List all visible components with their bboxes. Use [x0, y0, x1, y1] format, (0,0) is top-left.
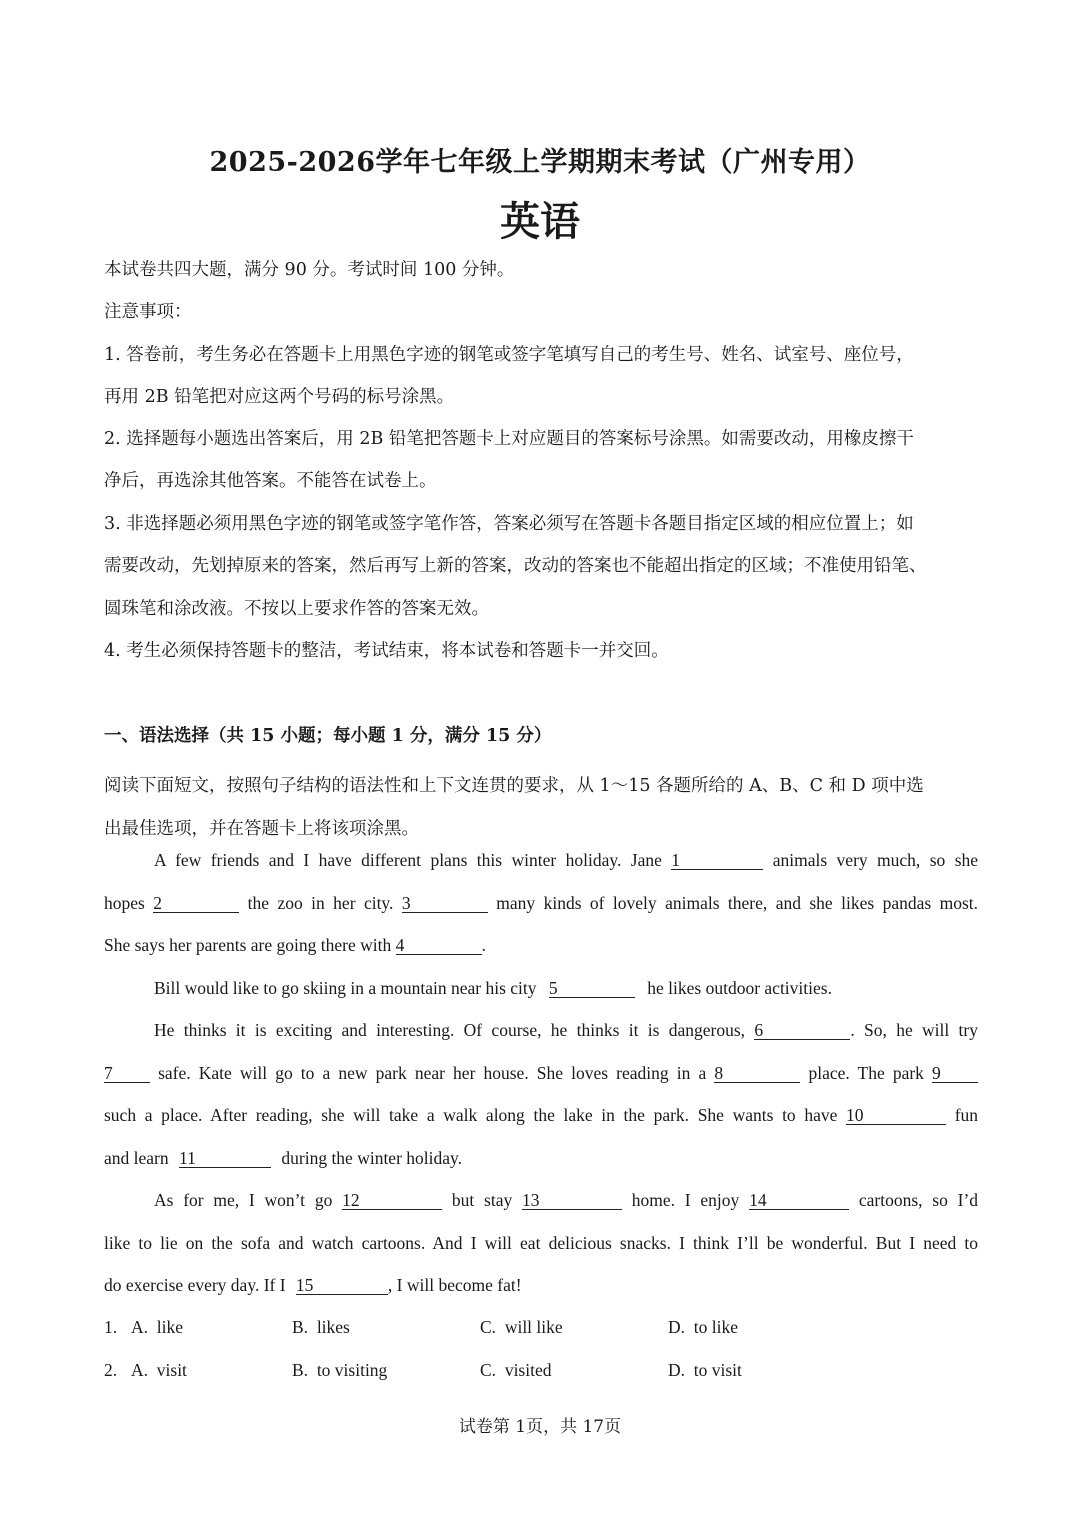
notes-label: 注意事项：: [104, 302, 192, 322]
blank-10: 10: [846, 1106, 946, 1125]
blank-wrap: [754, 1020, 978, 1040]
passage-text: She says her parents are going there with: [104, 935, 392, 955]
passage-text: such a place. After reading, she will take a walk along the lake in the park. She wants to have: [104, 1105, 838, 1125]
passage-line: [154, 1020, 978, 1041]
passage-text: cartoons, so I’d: [858, 1190, 979, 1210]
blank-8: 8: [714, 1064, 800, 1083]
note-line: 圆珠笔和涂改液。不按以上要求作答的答案无效。: [104, 599, 489, 619]
option-letter: D.: [668, 1317, 686, 1337]
passage-text: many kinds of lovely animals there, and she likes pandas most.: [496, 893, 979, 913]
option-a[interactable]: [131, 1317, 183, 1338]
passage-text: but stay: [451, 1190, 513, 1210]
option-text: like: [156, 1317, 184, 1337]
option-c[interactable]: [480, 1317, 563, 1338]
page-footer: 试卷第 1页，共 17页: [458, 1417, 622, 1437]
passage-text: fun: [954, 1105, 979, 1125]
passage-line: [104, 893, 978, 914]
passage-text: and learn: [104, 1148, 169, 1168]
option-letter: B.: [292, 1317, 309, 1337]
option-a[interactable]: [131, 1360, 187, 1381]
option-c[interactable]: [480, 1360, 551, 1381]
option-b[interactable]: [292, 1360, 387, 1381]
passage-line: [104, 1233, 978, 1254]
blank-6: 6: [754, 1021, 850, 1040]
passage-line: [104, 1063, 978, 1084]
option-text: to like: [693, 1317, 738, 1337]
section-instruction: 出最佳选项，并在答题卡上将该项涂黑。: [104, 819, 419, 839]
passage-text: hopes: [104, 893, 145, 913]
option-letter: D.: [668, 1360, 686, 1380]
blank-14: 14: [749, 1191, 849, 1210]
exam-title: 2025-2026学年七年级上学期期末考试（广州专用）: [209, 147, 871, 178]
subject-heading: 英语: [500, 199, 580, 245]
option-letter: C.: [480, 1360, 497, 1380]
passage-line: [104, 1148, 978, 1169]
option-d[interactable]: [668, 1317, 738, 1338]
option-text: likes: [316, 1317, 350, 1337]
passage-text: , I will become fat!: [387, 1275, 522, 1295]
passage-text: .: [481, 935, 486, 955]
blank-7: 7: [104, 1064, 150, 1083]
passage-line: [104, 1105, 978, 1126]
passage-text: As for me, I won’t go: [154, 1190, 333, 1210]
blank-5: 5: [549, 979, 635, 998]
option-d[interactable]: [668, 1360, 742, 1381]
passage-text: home. I enjoy: [631, 1190, 740, 1210]
passage-text: animals very much, so she: [772, 850, 979, 870]
passage-line: [104, 935, 978, 956]
option-letter: B.: [292, 1360, 309, 1380]
option-text: to visit: [693, 1360, 742, 1380]
passage-text: Bill would like to go skiing in a mountain near his city: [154, 978, 537, 998]
blank-1: 1: [671, 851, 763, 870]
passage-line: [154, 1190, 978, 1211]
note-line: 1. 答卷前，考生务必在答题卡上用黑色字迹的钢笔或签字笔填写自己的考生号、姓名、试室号、座位号，: [104, 345, 914, 365]
note-line: 2. 选择题每小题选出答案后，用 2B 铅笔把答题卡上对应题目的答案标号涂黑。如需要改动，用橡皮擦干: [104, 429, 914, 449]
passage-text: He thinks it is exciting and interesting. Of course, he thinks it is dangerous,: [154, 1020, 746, 1040]
option-text: visited: [504, 1360, 552, 1380]
blank-3: 3: [402, 894, 488, 913]
passage-text: like to lie on the sofa and watch cartoons. And I will eat delicious snacks. I think I’ll be wonderful. But I need to: [104, 1233, 978, 1253]
note-line: 4. 考生必须保持答题卡的整洁，考试结束，将本试卷和答题卡一并交回。: [104, 641, 669, 661]
passage-text: place. The park: [808, 1063, 924, 1083]
note-line: 净后，再选涂其他答案。不能答在试卷上。: [104, 471, 437, 491]
passage-line: [154, 978, 978, 999]
passage-line: [104, 1275, 978, 1296]
blank-13: 13: [522, 1191, 622, 1210]
blank-12: 12: [342, 1191, 442, 1210]
passage-line: [154, 850, 978, 871]
passage-text: during the winter holiday.: [281, 1148, 463, 1168]
option-letter: C.: [480, 1317, 497, 1337]
blank-9: 9: [932, 1064, 978, 1083]
blank-11: 11: [179, 1149, 271, 1168]
option-text: visit: [156, 1360, 187, 1380]
note-line: 3. 非选择题必须用黑色字迹的钢笔或签字笔作答，答案必须写在答题卡各题目指定区域的相应位置上；如: [104, 514, 914, 534]
blank-4: 4: [396, 936, 482, 955]
blank-15: 15: [296, 1276, 388, 1295]
passage-text: the zoo in her city.: [247, 893, 394, 913]
intro-text: 本试卷共四大题，满分 90 分。考试时间 100 分钟。: [104, 260, 515, 280]
note-line: 需要改动，先划掉原来的答案，然后再写上新的答案，改动的答案也不能超出指定的区域；不准使用铅笔、: [104, 556, 927, 576]
passage-text: A few friends and I have different plans this winter holiday. Jane: [154, 850, 662, 870]
passage-text: . So, he will try: [850, 1020, 979, 1040]
option-b[interactable]: [292, 1317, 350, 1338]
section-title: 一、语法选择（共 15 小题；每小题 1 分，满分 15 分）: [104, 726, 552, 746]
option-text: to visiting: [316, 1360, 388, 1380]
question-number: 2.: [104, 1360, 118, 1380]
note-line: 再用 2B 铅笔把对应这两个号码的标号涂黑。: [104, 387, 455, 407]
passage-text: safe. Kate will go to a new park near her house. She loves reading in a: [158, 1063, 707, 1083]
blank-2: 2: [153, 894, 239, 913]
option-letter: A.: [131, 1360, 149, 1380]
question-number: 1.: [104, 1317, 118, 1337]
passage-text: he likes outdoor activities.: [647, 978, 832, 998]
option-text: will like: [504, 1317, 563, 1337]
section-instruction: 阅读下面短文，按照句子结构的语法性和上下文连贯的要求，从 1～15 各题所给的 A、B、C 和 D 项中选: [104, 776, 924, 796]
option-letter: A.: [131, 1317, 149, 1337]
passage-text: do exercise every day. If I: [104, 1275, 286, 1295]
